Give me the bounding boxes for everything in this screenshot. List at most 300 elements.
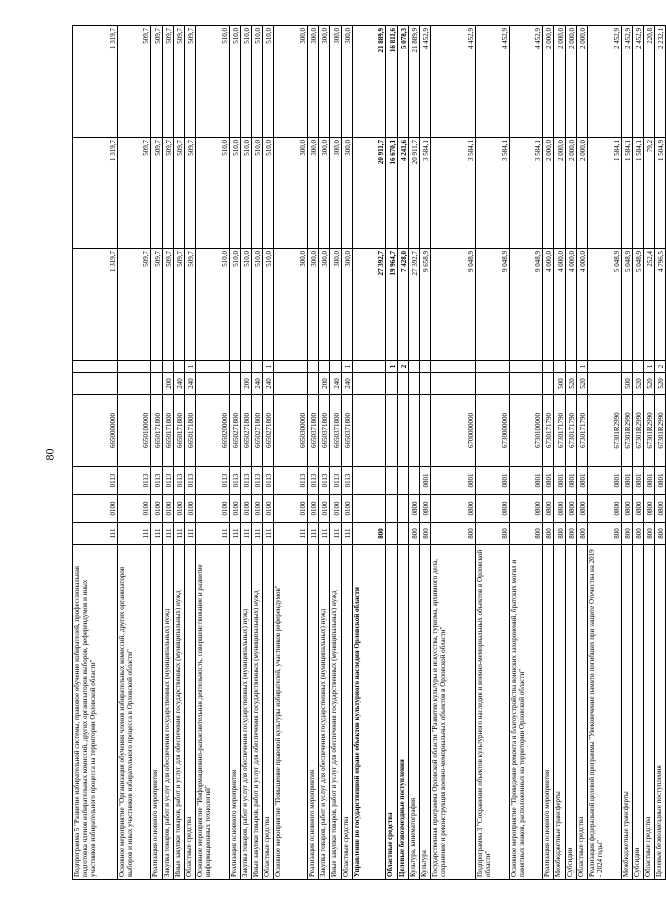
amount-year1-cell: 509,7 — [151, 249, 162, 361]
ved-code-cell: 800 — [632, 523, 643, 545]
table-row — [431, 26, 476, 880]
target-article-cell: 6650271800 — [240, 395, 251, 467]
target-article-cell: 6650171800 — [173, 395, 184, 467]
amount-year2-cell: 2 000,0 — [543, 138, 554, 249]
row-name-cell: Культура, кинематография — [408, 545, 419, 880]
ved-code-cell: 111 — [240, 523, 251, 545]
table-row — [341, 26, 352, 880]
target-article-cell: 6650100000 — [117, 395, 151, 467]
table-row — [263, 26, 274, 880]
section-code-cell: 0800 — [655, 495, 666, 523]
section-code-cell: 0800 — [587, 495, 621, 523]
amount-year2-cell: 300,0 — [274, 138, 308, 249]
row-name-cell: Субсидии — [632, 545, 643, 880]
row-name-cell: Областные средства — [386, 545, 397, 880]
amount-year3-cell: 5 078,3 — [397, 26, 408, 138]
ved-code-cell: 111 — [263, 523, 274, 545]
fund-source-cell — [408, 361, 419, 373]
fund-source-cell — [117, 361, 151, 373]
table-row — [229, 26, 240, 880]
row-name-cell: Реализация основного мероприятия — [151, 545, 162, 880]
subsection-code-cell: 0113 — [308, 467, 319, 495]
amount-year1-cell: 1 319,7 — [73, 249, 118, 361]
amount-year3-cell: 510,0 — [196, 26, 230, 138]
section-code-cell: 0800 — [509, 495, 543, 523]
expense-type-cell — [397, 373, 408, 395]
target-article-cell: 67301R2990 — [643, 395, 654, 467]
expense-type-cell — [587, 373, 621, 395]
expense-type-cell — [151, 373, 162, 395]
amount-year2-cell: 300,0 — [330, 138, 341, 249]
amount-year3-cell: 300,0 — [330, 26, 341, 138]
amount-year2-cell: 510,0 — [240, 138, 251, 249]
amount-year1-cell: 4 000,0 — [554, 249, 565, 361]
table-row — [386, 26, 397, 880]
section-code-cell: 0800 — [576, 495, 587, 523]
ved-code-cell: 111 — [151, 523, 162, 545]
section-code-cell: 0100 — [341, 495, 352, 523]
amount-year2-cell: 509,7 — [162, 138, 173, 249]
row-name-cell: Реализация основного мероприятия — [308, 545, 319, 880]
amount-year2-cell: 3 584,1 — [419, 138, 430, 249]
row-name-cell: Иные закупки товаров, работ и услуг для обеспечения государственных (муниципальных) нужд — [173, 545, 184, 880]
amount-year3-cell: 509,7 — [117, 26, 151, 138]
amount-year1-cell: 9 048,9 — [431, 249, 476, 361]
target-article-cell: 6650300000 — [274, 395, 308, 467]
expense-type-cell: 240 — [184, 373, 195, 395]
target-article-cell: 6650371800 — [341, 395, 352, 467]
target-article-cell: 67301R2990 — [655, 395, 666, 467]
target-article-cell: 6730000000 — [475, 395, 509, 467]
row-name-cell: Закупка товаров, работ и услуг для обеспечения государственных (муниципальных) нужд — [319, 545, 330, 880]
row-name-cell: Субсидии — [565, 545, 576, 880]
table-row — [643, 26, 654, 880]
amount-year3-cell: 509,7 — [173, 26, 184, 138]
subsection-code-cell: 0113 — [274, 467, 308, 495]
subsection-code-cell: 0113 — [240, 467, 251, 495]
amount-year3-cell: 509,7 — [162, 26, 173, 138]
expense-type-cell: 240 — [341, 373, 352, 395]
section-code-cell: 0800 — [565, 495, 576, 523]
amount-year3-cell: 2 000,0 — [543, 26, 554, 138]
table-row — [184, 26, 195, 880]
amount-year3-cell: 2 452,9 — [632, 26, 643, 138]
ved-code-cell: 800 — [621, 523, 632, 545]
table-row — [162, 26, 173, 880]
fund-source-cell — [162, 361, 173, 373]
expense-type-cell — [475, 373, 509, 395]
table-row — [330, 26, 341, 880]
ved-code-cell: 800 — [655, 523, 666, 545]
budget-table-body — [73, 26, 666, 880]
amount-year1-cell: 509,7 — [162, 249, 173, 361]
target-article-cell — [352, 395, 386, 467]
table-row — [308, 26, 319, 880]
subsection-code-cell: 0113 — [173, 467, 184, 495]
ved-code-cell: 111 — [196, 523, 230, 545]
table-row — [554, 26, 565, 880]
amount-year1-cell: 4 000,0 — [565, 249, 576, 361]
amount-year1-cell: 300,0 — [319, 249, 330, 361]
target-article-cell: 6730171790 — [543, 395, 554, 467]
amount-year2-cell: 3 584,1 — [431, 138, 476, 249]
amount-year1-cell: 9 658,9 — [419, 249, 430, 361]
row-name-cell: Областные средства — [184, 545, 195, 880]
row-name-cell: Основное мероприятие "Информационно-разъяснительная деятельность, совершенствование и развитие информационных технологий" — [196, 545, 230, 880]
expense-type-cell: 520 — [632, 373, 643, 395]
table-row — [352, 26, 386, 880]
expense-type-cell — [431, 373, 476, 395]
section-code-cell: 0100 — [308, 495, 319, 523]
subsection-code-cell: 0113 — [263, 467, 274, 495]
amount-year2-cell: 300,0 — [341, 138, 352, 249]
ved-code-cell: 800 — [352, 523, 386, 545]
amount-year3-cell: 4 452,9 — [509, 26, 543, 138]
table-row — [509, 26, 543, 880]
fund-source-cell: 1 — [184, 361, 195, 373]
subsection-code-cell: 0113 — [151, 467, 162, 495]
amount-year2-cell: 510,0 — [252, 138, 263, 249]
table-row — [587, 26, 621, 880]
amount-year1-cell: 19 964,7 — [386, 249, 397, 361]
target-article-cell: 6650200000 — [196, 395, 230, 467]
ved-code-cell: 111 — [173, 523, 184, 545]
amount-year1-cell: 300,0 — [308, 249, 319, 361]
target-article-cell — [408, 395, 419, 467]
amount-year1-cell: 300,0 — [274, 249, 308, 361]
budget-table — [72, 25, 666, 880]
table-row — [240, 26, 251, 880]
amount-year1-cell: 4 796,5 — [655, 249, 666, 361]
expense-type-cell: 240 — [263, 373, 274, 395]
table-row — [252, 26, 263, 880]
target-article-cell — [397, 395, 408, 467]
ved-code-cell: 800 — [565, 523, 576, 545]
target-article-cell: 6650171800 — [162, 395, 173, 467]
row-name-cell: Реализация федеральной целевой программы "Увековечение памяти погибших при защите Отечества на 2019 - 2024 годы" — [587, 545, 621, 880]
fund-source-cell — [252, 361, 263, 373]
row-name-cell: Иные закупки товаров, работ и услуг для обеспечения государственных (муниципальных) нужд — [252, 545, 263, 880]
amount-year3-cell: 2 232,1 — [655, 26, 666, 138]
subsection-code-cell: 0801 — [621, 467, 632, 495]
row-name-cell: Закупка товаров, работ и услуг для обеспечения государственных (муниципальных) нужд — [240, 545, 251, 880]
subsection-code-cell: 0801 — [554, 467, 565, 495]
section-code-cell: 0800 — [554, 495, 565, 523]
expense-type-cell — [274, 373, 308, 395]
subsection-code-cell: 0113 — [229, 467, 240, 495]
row-name-cell: Государственная программа Орловской области "Развитие культуры и искусства, туризма, архивного дела, сохранение и реконструкция военно-мемориальных объектов в Орловской области" — [431, 545, 476, 880]
row-name-cell: Целевые безвозмездные поступления — [397, 545, 408, 880]
target-article-cell: 6650271800 — [252, 395, 263, 467]
subsection-code-cell — [397, 467, 408, 495]
amount-year2-cell: 510,0 — [263, 138, 274, 249]
subsection-code-cell: 0801 — [419, 467, 430, 495]
row-name-cell: Иные закупки товаров, работ и услуг для обеспечения государственных (муниципальных) нужд — [330, 545, 341, 880]
row-name-cell: Основное мероприятие "Организация обучения членов избирательных комиссий, других организаторов выборов и иных участников избирательного процесса в Орловской области" — [117, 545, 151, 880]
table-row — [543, 26, 554, 880]
subsection-code-cell: 0113 — [196, 467, 230, 495]
row-name-cell: Основное мероприятие "Проведение ремонта и благоустройства воинских захоронений, братских могил и памятных знаков, расположенных на территории Орловской области" — [509, 545, 543, 880]
amount-year1-cell: 27 392,7 — [408, 249, 419, 361]
amount-year2-cell: 4 241,6 — [397, 138, 408, 249]
subsection-code-cell: 0113 — [330, 467, 341, 495]
target-article-cell — [419, 395, 430, 467]
expense-type-cell — [308, 373, 319, 395]
table-row — [419, 26, 430, 880]
ved-code-cell: 111 — [319, 523, 330, 545]
target-article-cell: 6650371800 — [308, 395, 319, 467]
amount-year1-cell: 510,0 — [240, 249, 251, 361]
section-code-cell — [352, 495, 386, 523]
subsection-code-cell: 0113 — [252, 467, 263, 495]
amount-year1-cell: 4 000,0 — [543, 249, 554, 361]
row-name-cell: Целевые безвозмездные поступления — [655, 545, 666, 880]
amount-year2-cell: 509,7 — [151, 138, 162, 249]
expense-type-cell: 520 — [576, 373, 587, 395]
subsection-code-cell: 0113 — [341, 467, 352, 495]
amount-year1-cell: 509,7 — [184, 249, 195, 361]
ved-code-cell: 800 — [419, 523, 430, 545]
table-row — [565, 26, 576, 880]
expense-type-cell — [352, 373, 386, 395]
ved-code-cell — [397, 523, 408, 545]
section-code-cell: 0800 — [621, 495, 632, 523]
expense-type-cell — [117, 373, 151, 395]
amount-year3-cell: 2 452,9 — [621, 26, 632, 138]
amount-year3-cell: 300,0 — [274, 26, 308, 138]
table-row — [117, 26, 151, 880]
amount-year2-cell: 2 000,0 — [565, 138, 576, 249]
section-code-cell: 0100 — [274, 495, 308, 523]
ved-code-cell: 111 — [274, 523, 308, 545]
amount-year2-cell: 1 584,1 — [621, 138, 632, 249]
amount-year2-cell: 20 911,7 — [408, 138, 419, 249]
amount-year1-cell: 5 048,9 — [632, 249, 643, 361]
expense-type-cell: 240 — [173, 373, 184, 395]
amount-year3-cell: 2 452,9 — [587, 26, 621, 138]
amount-year1-cell: 27 392,7 — [352, 249, 386, 361]
fund-source-cell — [151, 361, 162, 373]
section-code-cell: 0800 — [408, 495, 419, 523]
section-code-cell: 0100 — [151, 495, 162, 523]
fund-source-cell — [330, 361, 341, 373]
rotated-table-content — [72, 26, 666, 880]
amount-year1-cell: 7 428,0 — [397, 249, 408, 361]
rotated-table-frame — [72, 26, 666, 880]
table-row — [173, 26, 184, 880]
table-row — [319, 26, 330, 880]
amount-year3-cell: 21 889,9 — [408, 26, 419, 138]
section-code-cell: 0100 — [117, 495, 151, 523]
fund-source-cell — [196, 361, 230, 373]
expense-type-cell: 520 — [565, 373, 576, 395]
fund-source-cell — [632, 361, 643, 373]
fund-source-cell: 1 — [263, 361, 274, 373]
row-name-cell: Подпрограмма 5 "Развитие избирательной системы, правовое обучение избирателей, профессиональная подготовка членов избирательных комиссий, других организаторов выборов, референдумов и иных участников избирательного процесса на территории Орловской области" — [73, 545, 118, 880]
table-row — [397, 26, 408, 880]
amount-year3-cell: 2 000,0 — [576, 26, 587, 138]
fund-source-cell — [308, 361, 319, 373]
section-code-cell: 0100 — [162, 495, 173, 523]
section-code-cell: 0100 — [263, 495, 274, 523]
expense-type-cell — [408, 373, 419, 395]
expense-type-cell: 200 — [240, 373, 251, 395]
subsection-code-cell: 0113 — [184, 467, 195, 495]
amount-year2-cell: 300,0 — [308, 138, 319, 249]
ved-code-cell: 111 — [184, 523, 195, 545]
expense-type-cell — [196, 373, 230, 395]
subsection-code-cell: 0113 — [162, 467, 173, 495]
amount-year3-cell: 2 000,0 — [554, 26, 565, 138]
amount-year2-cell: 510,0 — [196, 138, 230, 249]
subsection-code-cell — [408, 467, 419, 495]
target-article-cell: 6650271800 — [229, 395, 240, 467]
target-article-cell: 6700000000 — [431, 395, 476, 467]
amount-year2-cell: 1 504,9 — [655, 138, 666, 249]
target-article-cell: 6730100000 — [509, 395, 543, 467]
target-article-cell: 67301R2990 — [632, 395, 643, 467]
subsection-code-cell: 0801 — [643, 467, 654, 495]
section-code-cell: 0100 — [229, 495, 240, 523]
ved-code-cell: 111 — [330, 523, 341, 545]
subsection-code-cell: 0801 — [655, 467, 666, 495]
fund-source-cell — [554, 361, 565, 373]
section-code-cell: 0800 — [632, 495, 643, 523]
expense-type-cell — [419, 373, 430, 395]
section-code-cell: 0100 — [240, 495, 251, 523]
table-row — [576, 26, 587, 880]
fund-source-cell — [419, 361, 430, 373]
section-code-cell: 0100 — [73, 495, 118, 523]
amount-year2-cell: 1 319,7 — [73, 138, 118, 249]
ved-code-cell: 800 — [543, 523, 554, 545]
expense-type-cell: 500 — [621, 373, 632, 395]
subsection-code-cell: 0113 — [117, 467, 151, 495]
row-name-cell: Основное мероприятие "Повышение правовой культуры избирателей, участников референдумов" — [274, 545, 308, 880]
amount-year1-cell: 252,4 — [643, 249, 654, 361]
fund-source-cell: 2 — [655, 361, 666, 373]
fund-source-cell: 1 — [643, 361, 654, 373]
section-code-cell — [397, 495, 408, 523]
subsection-code-cell: 0801 — [576, 467, 587, 495]
fund-source-cell — [509, 361, 543, 373]
amount-year1-cell: 4 000,0 — [576, 249, 587, 361]
amount-year3-cell: 4 452,9 — [475, 26, 509, 138]
target-article-cell: 6730171790 — [565, 395, 576, 467]
subsection-code-cell: 0801 — [587, 467, 621, 495]
subsection-code-cell: 0113 — [319, 467, 330, 495]
expense-type-cell — [509, 373, 543, 395]
section-code-cell: 0100 — [319, 495, 330, 523]
section-code-cell: 0800 — [475, 495, 509, 523]
amount-year3-cell: 2 000,0 — [565, 26, 576, 138]
ved-code-cell: 800 — [587, 523, 621, 545]
table-row — [632, 26, 643, 880]
amount-year3-cell: 510,0 — [229, 26, 240, 138]
row-name-cell: Межбюджетные трансферты — [621, 545, 632, 880]
amount-year2-cell: 300,0 — [319, 138, 330, 249]
subsection-code-cell — [386, 467, 397, 495]
expense-type-cell — [229, 373, 240, 395]
section-code-cell: 0800 — [431, 495, 476, 523]
amount-year1-cell: 509,7 — [117, 249, 151, 361]
row-name-cell: Подпрограмма 3 "Сохранение объектов культурного наследия и военно-мемориальных объектов в Орловской области" — [475, 545, 509, 880]
ved-code-cell: 800 — [431, 523, 476, 545]
amount-year1-cell: 510,0 — [196, 249, 230, 361]
expense-type-cell: 520 — [655, 373, 666, 395]
amount-year3-cell: 16 811,6 — [386, 26, 397, 138]
fund-source-cell — [587, 361, 621, 373]
page-number: 80 — [42, 448, 57, 461]
expense-type-cell: 200 — [162, 373, 173, 395]
row-name-cell: Культура — [419, 545, 430, 880]
table-row — [274, 26, 308, 880]
ved-code-cell: 111 — [341, 523, 352, 545]
fund-source-cell — [621, 361, 632, 373]
target-article-cell: 6650000000 — [73, 395, 118, 467]
ved-code-cell: 111 — [117, 523, 151, 545]
row-name-cell: Реализация основного мероприятия — [543, 545, 554, 880]
amount-year2-cell: 510,0 — [229, 138, 240, 249]
fund-source-cell: 1 — [386, 361, 397, 373]
table-row — [408, 26, 419, 880]
row-name-cell: Реализация основного мероприятия — [229, 545, 240, 880]
ved-code-cell: 111 — [229, 523, 240, 545]
table-row — [621, 26, 632, 880]
fund-source-cell — [173, 361, 184, 373]
expense-type-cell: 240 — [252, 373, 263, 395]
target-article-cell: 67301R2990 — [621, 395, 632, 467]
amount-year2-cell: 1 584,1 — [632, 138, 643, 249]
expense-type-cell: 200 — [319, 373, 330, 395]
row-name-cell: Межбюджетные трансферты — [554, 545, 565, 880]
row-name-cell: Областные средства — [263, 545, 274, 880]
fund-source-cell: 2 — [397, 361, 408, 373]
section-code-cell: 0800 — [643, 495, 654, 523]
expense-type-cell: 520 — [643, 373, 654, 395]
expense-type-cell: 500 — [554, 373, 565, 395]
expense-type-cell — [386, 373, 397, 395]
amount-year3-cell: 300,0 — [341, 26, 352, 138]
table-row — [73, 26, 118, 880]
amount-year3-cell: 509,7 — [184, 26, 195, 138]
ved-code-cell: 800 — [408, 523, 419, 545]
section-code-cell: 0100 — [184, 495, 195, 523]
table-row — [655, 26, 666, 880]
amount-year2-cell: 2 000,0 — [576, 138, 587, 249]
ved-code-cell: 111 — [308, 523, 319, 545]
fund-source-cell — [543, 361, 554, 373]
amount-year3-cell: 510,0 — [240, 26, 251, 138]
amount-year3-cell: 510,0 — [263, 26, 274, 138]
amount-year1-cell: 9 048,9 — [475, 249, 509, 361]
section-code-cell: 0800 — [543, 495, 554, 523]
fund-source-cell — [73, 361, 118, 373]
amount-year3-cell: 220,8 — [643, 26, 654, 138]
row-name-cell: Закупка товаров, работ и услуг для обеспечения государственных (муниципальных) нужд — [162, 545, 173, 880]
amount-year2-cell: 509,7 — [173, 138, 184, 249]
amount-year2-cell: 79,2 — [643, 138, 654, 249]
section-code-cell: 0100 — [196, 495, 230, 523]
amount-year1-cell: 300,0 — [341, 249, 352, 361]
amount-year1-cell: 9 048,9 — [509, 249, 543, 361]
fund-source-cell — [319, 361, 330, 373]
amount-year2-cell: 3 584,1 — [509, 138, 543, 249]
amount-year1-cell: 510,0 — [229, 249, 240, 361]
ved-code-cell: 111 — [252, 523, 263, 545]
expense-type-cell — [543, 373, 554, 395]
amount-year3-cell: 509,7 — [151, 26, 162, 138]
